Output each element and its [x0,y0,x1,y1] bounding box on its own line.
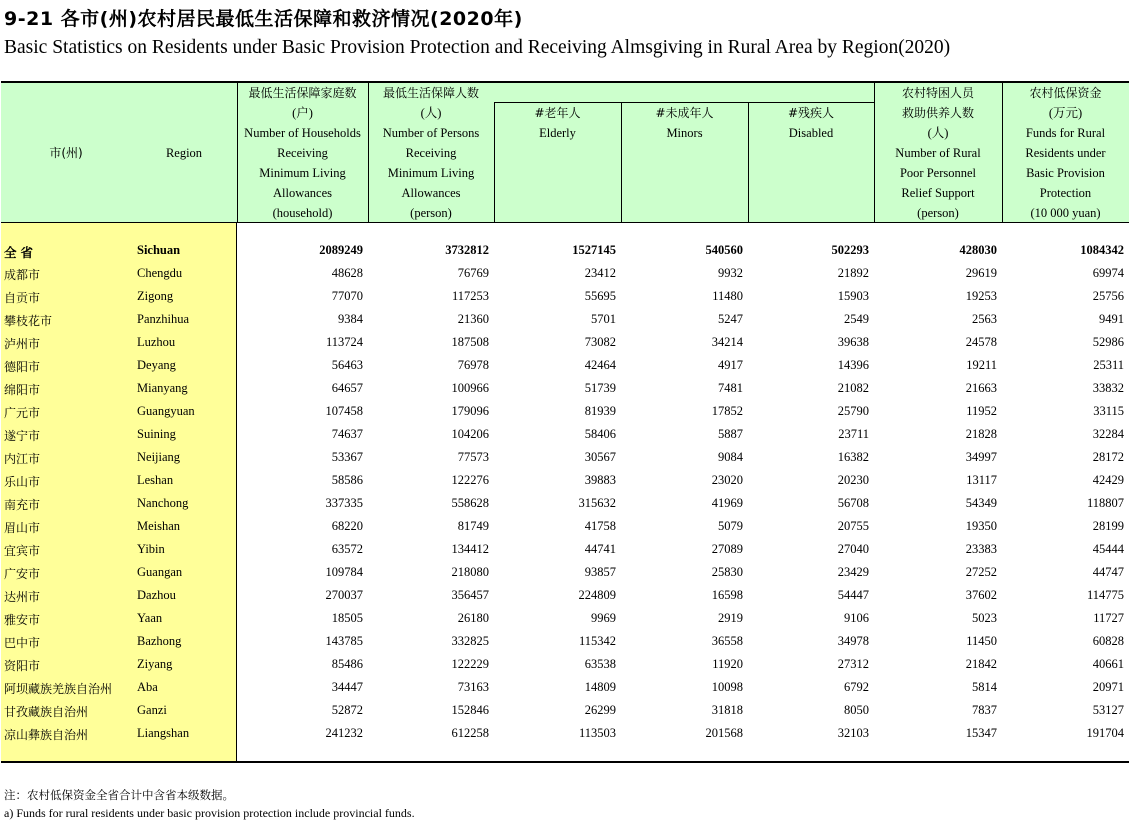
row-value: 36558 [711,634,743,648]
header-funds-line-3: Residents under [1025,146,1106,160]
header-persons-line-2: Number of Persons [382,126,480,140]
row-value: 9969 [591,611,616,625]
row-value: 315632 [578,496,616,510]
row-value: 21828 [965,427,997,441]
table-row [1,654,1129,677]
row-value: 187508 [451,335,489,349]
row-region-en: Luzhou [137,335,176,349]
row-city-cn: 泸州市 [4,337,41,351]
row-value: 23412 [584,266,616,280]
row-value: 55695 [584,289,616,303]
row-value: 19211 [966,358,997,372]
row-value: 540560 [705,243,743,257]
header-minors-en: Minors [666,126,703,140]
row-value: 25790 [837,404,869,418]
row-value: 113724 [325,335,363,349]
row-city-cn: 德阳市 [4,360,41,374]
row-value: 15347 [965,726,997,740]
row-city-cn: 广安市 [4,567,41,581]
row-city-cn: 眉山市 [4,521,41,535]
row-city-cn: 乐山市 [4,475,41,489]
table-row [1,378,1129,401]
row-value: 23711 [838,427,869,441]
header-funds-line-1: (万元) [1048,106,1083,120]
row-value: 41758 [584,519,616,533]
row-value: 69974 [1092,266,1124,280]
header-relief-line-0: 农村特困人员 [901,86,974,100]
table-row [1,608,1129,631]
row-value: 5701 [591,312,616,326]
row-value: 21663 [965,381,997,395]
row-city-cn: 成都市 [4,268,41,282]
row-region-en: Deyang [137,358,176,372]
row-city-cn: 甘孜藏族自治州 [4,705,89,719]
row-value: 33832 [1092,381,1124,395]
row-city-cn: 资阳市 [4,659,41,673]
row-value: 21892 [837,266,869,280]
row-value: 17852 [711,404,743,418]
row-value: 41969 [711,496,743,510]
table-row [1,631,1129,654]
row-value: 8050 [844,703,869,717]
header-households-line-6: (household) [272,206,333,220]
row-region-en: Ganzi [137,703,167,717]
table-bottom-rule [1,761,1129,763]
row-value: 1084342 [1080,243,1124,257]
row-value: 19253 [965,289,997,303]
row-value: 337335 [325,496,363,510]
row-region-en: Yibin [137,542,165,556]
row-region-en: Zigong [137,289,174,303]
header-divider [748,102,749,222]
row-region-en: Neijiang [137,450,181,464]
row-value: 9384 [338,312,363,326]
row-value: 27089 [711,542,743,556]
row-region-en: Panzhihua [137,312,190,326]
row-value: 37602 [965,588,997,602]
row-value: 24578 [965,335,997,349]
row-value: 9106 [844,611,869,625]
row-value: 9084 [718,450,743,464]
row-value: 20230 [837,473,869,487]
table-row [1,355,1129,378]
row-value: 21842 [965,657,997,671]
row-value: 26299 [584,703,616,717]
page-title-cn: 9-21 各市(州)农村居民最低生活保障和救济情况(2020年) [4,8,523,30]
header-divider [237,83,238,222]
header-households-line-1: (户) [292,106,313,120]
row-city-cn: 广元市 [4,406,41,420]
row-value: 2089249 [319,243,363,257]
row-value: 68220 [331,519,363,533]
row-value: 20971 [1092,680,1124,694]
row-value: 30567 [584,450,616,464]
table-row [1,677,1129,700]
header-funds [1002,83,1129,222]
header-persons-line-4: Minimum Living [387,166,475,180]
row-value: 191704 [1086,726,1124,740]
row-value: 5814 [972,680,997,694]
header-funds-line-4: Basic Provision [1026,166,1105,180]
row-city-cn: 全省 [4,245,38,260]
row-value: 73163 [457,680,489,694]
row-value: 34447 [331,680,363,694]
row-value: 16598 [711,588,743,602]
row-value: 73082 [584,335,616,349]
row-value: 25830 [711,565,743,579]
row-value: 7837 [972,703,997,717]
row-region-en: Sichuan [137,243,181,257]
row-value: 16382 [837,450,869,464]
row-value: 11952 [966,404,997,418]
header-divider [621,102,622,222]
row-value: 270037 [325,588,363,602]
row-value: 27040 [837,542,869,556]
row-city-cn: 达州市 [4,590,41,604]
row-value: 3732812 [445,243,489,257]
row-value: 28172 [1092,450,1124,464]
row-region-en: Liangshan [137,726,190,740]
row-value: 11480 [712,289,743,303]
row-value: 5247 [718,312,743,326]
row-region-en: Guangan [137,565,183,579]
row-value: 85486 [331,657,363,671]
row-region-en: Chengdu [137,266,183,280]
row-value: 11450 [966,634,997,648]
header-elderly-en: Elderly [539,126,576,140]
row-value: 179096 [451,404,489,418]
row-region-en: Ziyang [137,657,173,671]
header-divider [494,102,495,222]
row-value: 64657 [331,381,363,395]
header-region [131,83,237,222]
header-relief-line-4: Poor Personnel [899,166,977,180]
header-funds-line-0: 农村低保资金 [1029,86,1102,100]
row-value: 100966 [451,381,489,395]
row-value: 93857 [584,565,616,579]
table-row [1,309,1129,332]
row-city-cn: 南充市 [4,498,41,512]
row-value: 13117 [966,473,997,487]
row-value: 52986 [1092,335,1124,349]
row-value: 109784 [325,565,363,579]
row-city-cn: 自贡市 [4,291,41,305]
row-value: 117253 [451,289,489,303]
row-value: 18505 [331,611,363,625]
row-value: 56708 [837,496,869,510]
row-value: 5023 [972,611,997,625]
row-value: 23020 [711,473,743,487]
row-value: 42429 [1092,473,1124,487]
row-region-en: Dazhou [137,588,176,602]
header-region-label: Region [165,146,203,160]
header-relief-line-2: (人) [927,126,949,140]
row-value: 612258 [451,726,489,740]
header-households-line-0: 最低生活保障家庭数 [248,86,357,100]
header-households [237,83,368,222]
row-value: 25311 [1093,358,1124,372]
row-region-en: Guangyuan [137,404,195,418]
row-value: 4917 [718,358,743,372]
row-value: 81749 [457,519,489,533]
row-value: 40661 [1092,657,1124,671]
row-value: 224809 [578,588,616,602]
row-value: 34997 [965,450,997,464]
row-value: 44741 [584,542,616,556]
row-region-en: Leshan [137,473,174,487]
row-city-cn: 绵阳市 [4,383,41,397]
row-city-cn: 雅安市 [4,613,41,627]
row-value: 34978 [837,634,869,648]
footnote-en: a) Funds for rural residents under basic provision protection include provincial funds. [4,806,415,820]
header-relief-line-3: Number of Rural [895,146,981,160]
row-value: 7481 [718,381,743,395]
header-divider [368,83,369,222]
row-value: 122276 [451,473,489,487]
row-value: 356457 [451,588,489,602]
row-region-en: Nanchong [137,496,189,510]
row-value: 107458 [325,404,363,418]
table-row [1,447,1129,470]
row-value: 502293 [831,243,869,257]
table-row [1,332,1129,355]
row-value: 32103 [837,726,869,740]
row-value: 152846 [451,703,489,717]
row-value: 39638 [837,335,869,349]
table-row [1,723,1129,746]
header-persons-line-0: 最低生活保障人数 [382,86,479,100]
header-relief-line-5: Relief Support [901,186,975,200]
row-value: 558628 [451,496,489,510]
header-elderly-cn: #老年人 [534,106,581,120]
row-value: 23429 [837,565,869,579]
header-funds-line-2: Funds for Rural [1025,126,1106,140]
header-city-cn [1,83,131,222]
row-value: 9932 [718,266,743,280]
row-city-cn: 阿坝藏族羌族自治州 [4,682,113,696]
row-value: 2919 [718,611,743,625]
row-value: 15903 [837,289,869,303]
row-value: 53127 [1092,703,1124,717]
row-value: 218080 [451,565,489,579]
row-city-cn: 凉山彝族自治州 [4,728,89,742]
page-title-en: Basic Statistics on Residents under Basic Provision Protection and Receiving Almsgiving in Rural Area by Region(2020) [4,37,951,58]
row-value: 63538 [584,657,616,671]
row-value: 58586 [331,473,363,487]
header-households-line-2: Number of Households [244,126,361,140]
table-row [1,286,1129,309]
header-households-line-5: Allowances [272,186,332,200]
row-value: 113503 [578,726,616,740]
header-divider [874,83,875,222]
header-relief-line-1: 救助供养人数 [901,106,974,120]
row-value: 39883 [584,473,616,487]
header-funds-line-5: Protection [1039,186,1092,200]
row-value: 134412 [451,542,489,556]
table-row [1,562,1129,585]
row-value: 77070 [331,289,363,303]
row-value: 115342 [578,634,616,648]
row-value: 241232 [325,726,363,740]
row-region-en: Meishan [137,519,181,533]
row-value: 34214 [711,335,743,349]
row-value: 42464 [584,358,616,372]
row-value: 56463 [331,358,363,372]
row-value: 53367 [331,450,363,464]
row-value: 33115 [1093,404,1124,418]
row-region-en: Aba [137,680,158,694]
row-value: 14809 [584,680,616,694]
row-value: 26180 [457,611,489,625]
row-value: 63572 [331,542,363,556]
row-value: 44747 [1092,565,1124,579]
row-value: 21360 [457,312,489,326]
row-value: 19350 [965,519,997,533]
table-row [1,493,1129,516]
header-persons-line-5: Allowances [401,186,461,200]
row-value: 2549 [844,312,869,326]
header-funds-line-6: (10 000 yuan) [1030,206,1101,220]
row-city-cn: 宜宾市 [4,544,41,558]
row-value: 14396 [837,358,869,372]
row-value: 9491 [1099,312,1124,326]
row-value: 11727 [1093,611,1124,625]
row-value: 54349 [965,496,997,510]
header-persons-line-6: (person) [410,206,452,220]
row-value: 6792 [844,680,869,694]
header-elderly [494,83,621,222]
row-value: 31818 [711,703,743,717]
row-value: 54447 [837,588,869,602]
row-value: 81939 [584,404,616,418]
table-row [1,585,1129,608]
row-value: 27312 [837,657,869,671]
row-value: 104206 [451,427,489,441]
row-value: 5887 [718,427,743,441]
row-value: 60828 [1092,634,1124,648]
table-row [1,470,1129,493]
row-value: 10098 [711,680,743,694]
row-value: 11920 [712,657,743,671]
row-value: 2563 [972,312,997,326]
row-value: 32284 [1092,427,1124,441]
row-value: 122229 [451,657,489,671]
row-value: 201568 [705,726,743,740]
table-row [1,401,1129,424]
header-disabled-en: Disabled [788,126,834,140]
table-row [1,700,1129,723]
header-city-cn-label: 市(州) [49,146,83,160]
table-row [1,424,1129,447]
row-value: 76769 [457,266,489,280]
header-households-line-4: Minimum Living [259,166,346,180]
row-region-en: Mianyang [137,381,188,395]
row-value: 143785 [325,634,363,648]
row-value: 58406 [584,427,616,441]
header-relief [874,83,1002,222]
header-persons-line-3: Receiving [405,146,457,160]
row-value: 76978 [457,358,489,372]
row-value: 74637 [331,427,363,441]
footnote-cn: 注：农村低保资金全省合计中含省本级数据。 [4,788,234,802]
header-disabled-cn: #残疾人 [787,106,835,120]
row-value: 23383 [965,542,997,556]
row-value: 45444 [1092,542,1124,556]
table-header [1,83,1129,223]
row-value: 332825 [451,634,489,648]
row-value: 20755 [837,519,869,533]
row-region-en: Suining [137,427,176,441]
row-value: 48628 [331,266,363,280]
row-value: 27252 [965,565,997,579]
table-row [1,539,1129,562]
row-value: 77573 [457,450,489,464]
row-value: 51739 [584,381,616,395]
row-value: 29619 [965,266,997,280]
header-persons-line-1: (人) [420,106,442,120]
header-relief-line-6: (person) [917,206,959,220]
header-households-line-3: Receiving [277,146,328,160]
row-value: 5079 [718,519,743,533]
row-city-cn: 巴中市 [4,636,41,650]
header-persons [368,83,494,222]
row-city-cn: 攀枝花市 [4,314,53,328]
row-region-en: Bazhong [137,634,182,648]
row-value: 1527145 [572,243,616,257]
row-region-en: Yaan [137,611,163,625]
table-row [1,263,1129,286]
row-value: 52872 [331,703,363,717]
header-minors-cn: #未成年人 [655,106,714,120]
row-value: 118807 [1086,496,1124,510]
header-disabled [748,83,874,222]
row-value: 28199 [1092,519,1124,533]
row-value: 21082 [837,381,869,395]
table-row [1,516,1129,539]
row-value: 25756 [1092,289,1124,303]
row-city-cn: 遂宁市 [4,429,41,443]
header-minors [621,83,748,222]
table-row-total [1,240,1129,263]
row-value: 114775 [1086,588,1124,602]
header-divider [1002,83,1003,222]
row-value: 428030 [959,243,997,257]
header-subgroup-line [494,102,874,103]
row-city-cn: 内江市 [4,452,41,466]
